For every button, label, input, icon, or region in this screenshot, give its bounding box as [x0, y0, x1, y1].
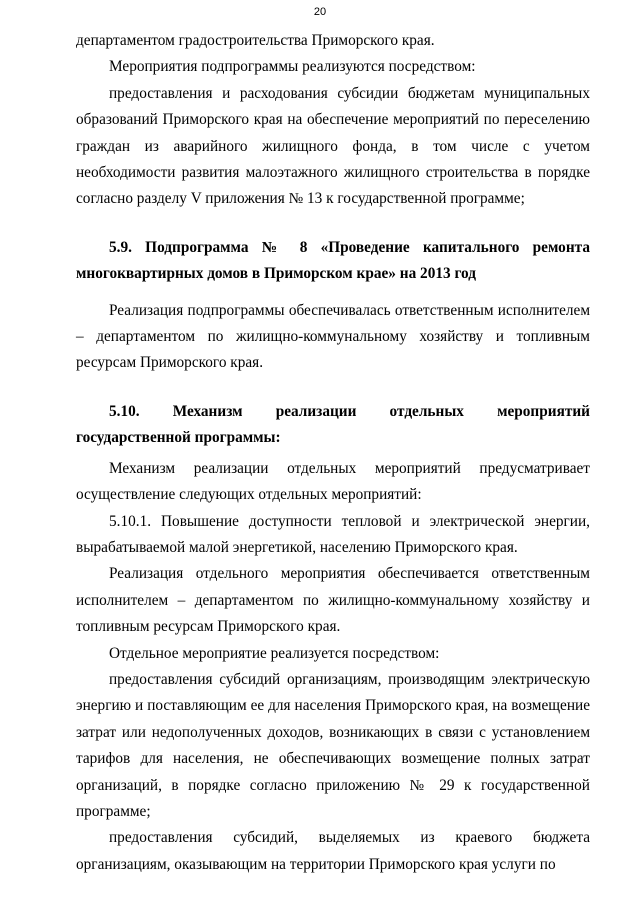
section-heading: 5.10. Механизм реализации отдельных мероприятий государственной программы:: [76, 402, 590, 447]
paragraph: Механизм реализации отдельных мероприятий предусматривает осуществление следующих отдельных мероприятий:: [76, 459, 590, 504]
document-body: [76, 28, 590, 878]
paragraph: предоставления субсидий организациям, производящим электрическую энергию и поставляющим ее для населения Приморского края, на возмещение затрат или недополученных доходов, возникающих в связи с установлением тарифов для населения, не обеспечивающих возмещение полных затрат организаций, в порядке согласно приложению № 29 к государственной программе;: [76, 670, 590, 820]
paragraph: Реализация подпрограммы обеспечивалась ответственным исполнителем – департаментом по жилищно-коммунальному хозяйству и топливным ресурсам Приморского края.: [76, 301, 590, 372]
section-heading: 5.9. Подпрограмма № 8 «Проведение капитального ремонта многоквартирных домов в Приморском крае» на 2013 год: [76, 238, 590, 283]
paragraph: Мероприятия подпрограммы реализуются посредством:: [109, 58, 476, 76]
paragraph: 5.10.1. Повышение доступности тепловой и электрической энергии, вырабатываемой малой энергетикой, населению Приморского края.: [76, 512, 590, 556]
paragraph: департаментом градостроительства Приморского края.: [76, 32, 435, 49]
paragraph: предоставления субсидий, выделяемых из краевого бюджета организациям, оказывающим на территории Приморского края услуги по: [76, 829, 590, 873]
paragraph: Отдельное мероприятие реализуется посредством:: [109, 644, 440, 662]
paragraph: Реализация отдельного мероприятия обеспечивается ответственным исполнителем – департаментом по жилищно-коммунальному хозяйству и топливным ресурсам Приморского края.: [76, 565, 590, 636]
paragraph: предоставления и расходования субсидии бюджетам муниципальных образований Приморского края на обеспечение мероприятий по переселению граждан из аварийного жилищного фонда, в том числе с учетом необходимости развития малоэтажного жилищного строительства в порядке согласно разделу V приложения № 13 к государственной программе;: [76, 84, 590, 208]
page-number: 20: [313, 6, 327, 18]
